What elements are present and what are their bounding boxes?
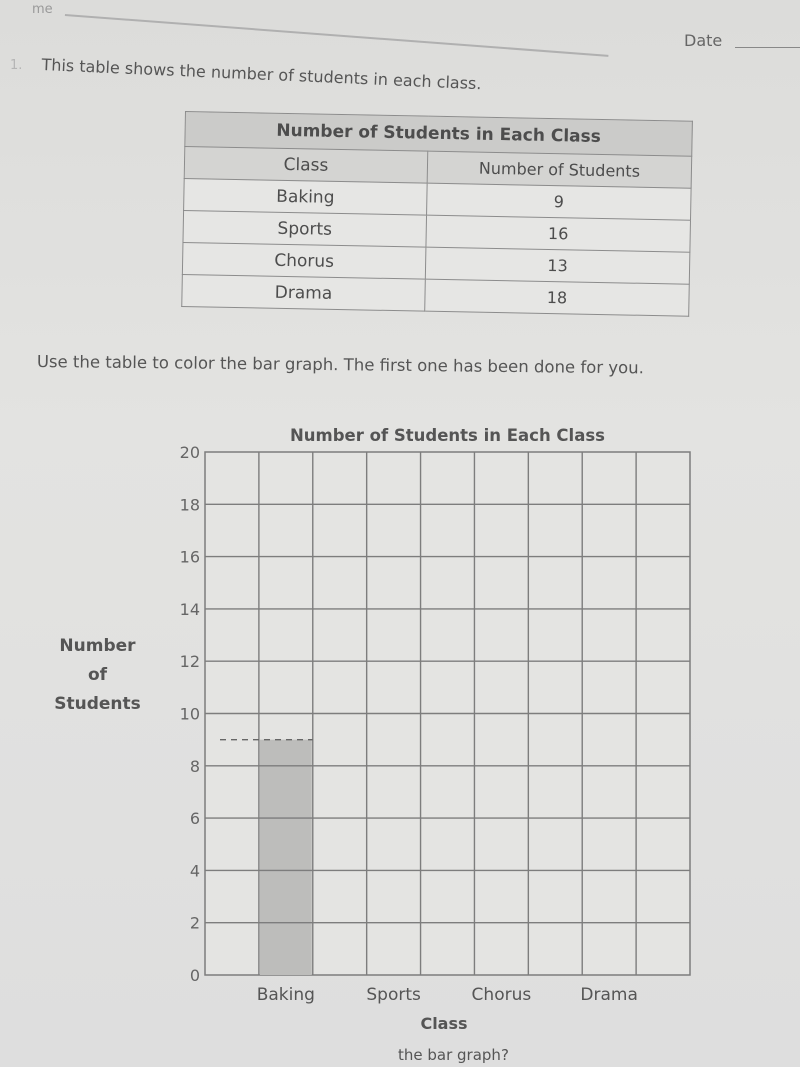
x-tick-label: Sports — [366, 985, 421, 1005]
question-number: 1. — [10, 58, 23, 73]
table-cell-students: 13 — [425, 247, 690, 284]
y-tick-label: 10 — [179, 704, 200, 724]
chart-title: Number of Students in Each Class — [290, 426, 605, 445]
table-cell-class: Sports — [183, 210, 427, 247]
y-axis-label-line: Number — [59, 636, 136, 656]
table-cell-class: Baking — [184, 178, 428, 215]
x-tick-label: Baking — [256, 985, 315, 1005]
table-header-class: Class — [184, 147, 428, 184]
bar — [260, 740, 312, 975]
table-header-students: Number of Students — [427, 151, 692, 188]
y-tick-label: 6 — [189, 809, 200, 829]
date-label: Date — [684, 31, 723, 50]
instructions-text: Use the table to color the bar graph. The first one has been done for you. — [36, 352, 644, 378]
table-cell-class: Drama — [182, 274, 426, 311]
x-tick-label: Drama — [580, 985, 638, 1005]
y-axis-label — [50, 632, 145, 719]
y-tick-label: 14 — [179, 599, 200, 619]
table-cell-students: 18 — [425, 279, 690, 316]
y-axis-label-line: of — [87, 665, 108, 685]
x-tick-label: Chorus — [471, 985, 532, 1005]
y-tick-label: 4 — [189, 861, 200, 881]
y-tick-label: 18 — [179, 495, 200, 515]
y-tick-label: 16 — [179, 547, 200, 567]
y-tick-label: 2 — [189, 913, 200, 933]
table-title: Number of Students in Each Class — [185, 112, 693, 157]
y-axis-label-line: Students — [54, 694, 141, 714]
y-tick-label: 8 — [189, 756, 200, 776]
y-tick-label: 20 — [179, 443, 200, 462]
y-tick-label: 12 — [179, 652, 200, 672]
intro-text: This table shows the number of students in each class. — [41, 55, 482, 94]
x-axis-label: Class — [420, 1014, 468, 1033]
name-label: me — [32, 2, 53, 17]
table-cell-students: 9 — [427, 183, 692, 220]
table-cell-students: 16 — [426, 215, 691, 252]
footer-question-text: the bar graph? — [398, 1046, 509, 1064]
y-tick-label: 0 — [189, 966, 200, 985]
table-cell-class: Chorus — [182, 242, 426, 279]
